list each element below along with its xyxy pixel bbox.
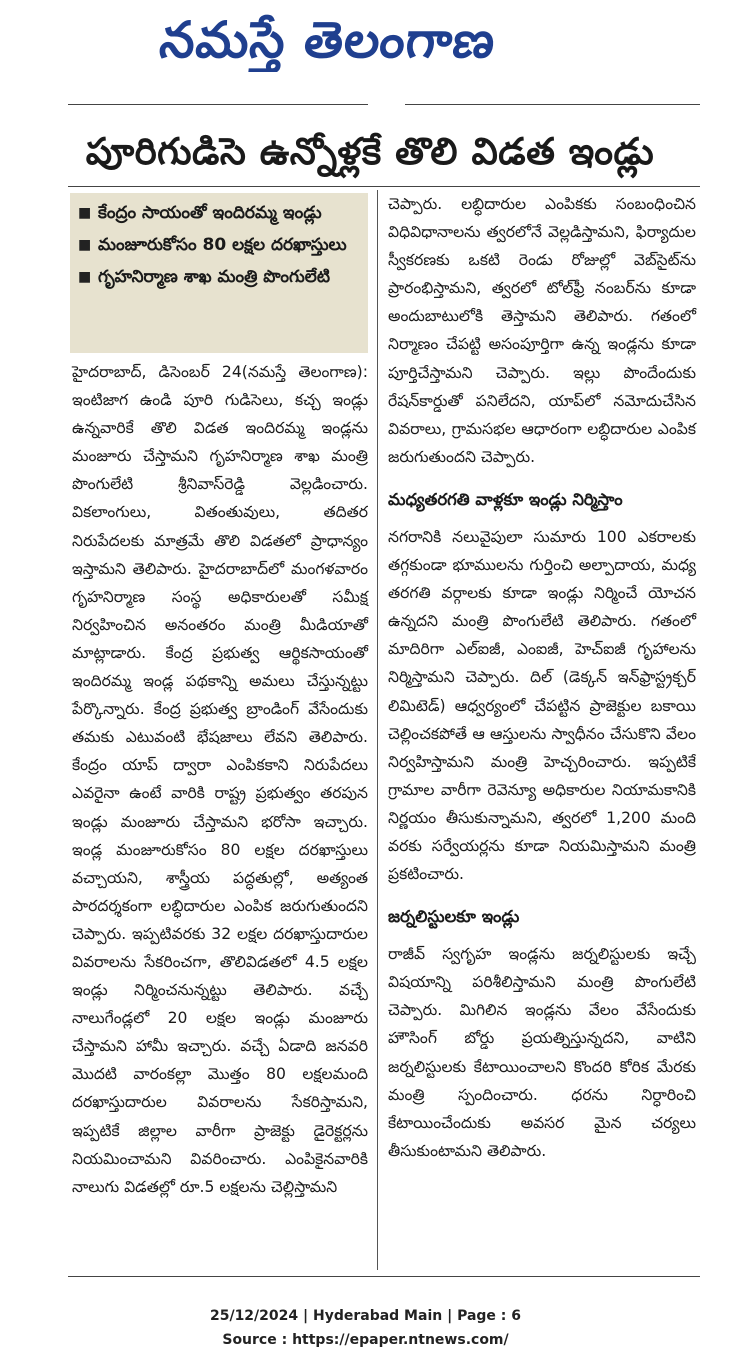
bullet-icon: ■ — [78, 237, 92, 253]
article-paragraph: నగరానికి నలువైపులా సుమారు 100 ఎకరాలకు తగ్గకుండా భూములను గుర్తించి అల్పాదాయ, మధ్య తరగతి వర్గాలకు కూడా ఇండ్లు నిర్మించే యోచన ఉన్నదని మంత్రి పొంగులేటి తెలిపారు. గతంలో మాదిరిగా ఎల్ఐజీ, ఎంఐజీ, హెచ్ఐజీ గృహాలను నిర్మిస్తామని చెప్పారు. దిల్ (డెక్కన్ ఇన్‌ఫ్రాస్ట్రక్చర్ లిమిటెడ్) ఆధ్వర్యంలో చేపట్టిన ప్రాజెక్టుల బకాయి చెల్లించకపోతే ఆ ఆస్తులను స్వాధీనం చేసుకొని వేలం నిర్వహిస్తామని మంత్రి హెచ్చరించారు. ఇప్పటికే గ్రామాల వారీగా రెవెన్యూ అధికారుల నియామకానికి నిర్ణయం తీసుకున్నామని, త్వరలో 1,200 మంది వరకు సర్వేయర్లను కూడా నియమిస్తామని మంత్రి ప్రకటించారు. — [388, 527, 696, 884]
subheading-middle-class: మధ్యతరగతి వాళ్లకూ ఇండ్లు నిర్మిస్తాం — [388, 489, 623, 509]
summary-box — [70, 193, 368, 353]
subheading-journalists: జర్నలిస్టులకూ ఇండ్లు — [388, 907, 520, 927]
article-right-column — [388, 190, 696, 1165]
footer-source-line: Source : https://epaper.ntnews.com/ — [222, 1332, 509, 1348]
article-paragraph: చెప్పారు. లబ్ధిదారుల ఎంపికకు సంబంధించిన విధివిధానాలను త్వరలోనే వెల్లడిస్తామని, ఫిర్యాదుల స్వీకరణకు ఒకటి రెండు రోజుల్లో వెబ్‌సైట్‌ను ప్రారంభిస్తామని, త్వరలో టోల్‌ఫ్రీ నంబర్‌ను కూడా అందుబాటులోకి తెస్తామని తెలిపారు. గతంలో నిర్మాణం చేపట్టి అసంపూర్తిగా ఉన్న ఇండ్లను కూడా పూర్తిచేస్తామని చెప్పారు. ఇల్లు పొందేందుకు రేషన్‌కార్డుతో పనిలేదని, యాప్‌లో నమోదుచేసిన వివరాలు, గ్రామసభల ఆధారంగా లబ్ధిదారుల ఎంపిక జరుగుతుందని చెప్పారు. — [388, 195, 696, 466]
footer-edition-line: 25/12/2024 | Hyderabad Main | Page : 6 — [209, 1308, 522, 1324]
article-paragraph: హైదరాబాద్, డిసెంబర్ 24(నమస్తే తెలంగాణ): ఇంటిజాగ ఉండి పూరి గుడిసెలు, కచ్చ ఇండ్లు ఉన్నవారికే తొలి విడత ఇందిరమ్మ ఇండ్లను మంజూరు చేస్తామని గృహనిర్మాణ శాఖ మంత్రి పొంగులేటి శ్రీనివాస్‌రెడ్డి వెల్లడించారు. వికలాంగులు, వితంతువులు, తదితర నిరుపేదలకు మాత్రమే తొలి విడతలో ప్రాధాన్యం ఇస్తామని తెలిపారు. హైదరాబాద్‌లో మంగళవారం గృహనిర్మాణ సంస్థ అధికారులతో సమీక్ష నిర్వహించిన అనంతరం మంత్రి మీడియాతో మాట్లాడారు. కేంద్ర ప్రభుత్వ ఆర్థికసాయంతో ఇందిరమ్మ ఇండ్ల పథకాన్ని అమలు చేస్తున్నట్టు పేర్కొన్నారు. కేంద్ర ప్రభుత్వ బ్రాండింగ్ వేసేందుకు తమకు ఎటువంటి భేషజాలు లేవని తెలిపారు. కేంద్రం యాప్ ద్వారా ఎంపికకాని నిరుపేదలు ఎవరైనా ఉంటే వారికి రాష్ట్ర ప్రభుత్వం తరపున ఇండ్లు మంజూరు చేస్తామని భరోసా ఇచ్చారు. ఇండ్ల మంజూరుకోసం 80 లక్షల దరఖాస్తులు వచ్చాయని, శాస్త్రీయ పద్ధతుల్లో, అత్యంత పారదర్శకంగా లబ్ధిదారుల ఎంపిక జరుగుతుందని చెప్పారు. ఇప్పటివరకు 32 లక్షల దరఖాస్తుదారుల వివరాలను సేకరించగా, తొలివిడతలో 4.5 లక్షల ఇండ్లు నిర్మించనున్నట్టు తెలిపారు. వచ్చే నాలుగేండ్లలో 20 లక్షల ఇండ్లు మంజూరు చేస్తామని హామీ ఇచ్చారు. వచ్చే ఏడాది జనవరి మొదటి వారంకల్లా మొత్తం 80 లక్షలమంది దరఖాస్తుదారుల వివరాలను సేకరిస్తామని, ఇప్పటికే జిల్లాల వారీగా ప్రాజెక్టు డైరెక్టర్లను నియమించామని వివరించారు. ఎంపికైనవారికి నాలుగు విడతల్లో రూ.5 లక్షలను చెల్లిస్తామని — [72, 363, 368, 1196]
article-paragraph: రాజీవ్ స్వగృహ ఇండ్లను జర్నలిస్టులకు ఇచ్చే విషయాన్ని పరిశీలిస్తామని మంత్రి పొంగులేటి చెప్పారు. మిగిలిన ఇండ్లను వేలం వేసేందుకు హౌసింగ్ బోర్డు ప్రయత్నిస్తున్నదని, వాటిని జర్నలిస్టులకు కేటాయించాలని కొందరి కోరిక మేరకు మంత్రి స్పందించారు. ధరను నిర్ధారించి కేటాయించేందుకు అవసర మైన చర్యలు తీసుకుంటామని తెలిపారు. — [388, 945, 696, 1160]
article-left-column — [72, 358, 368, 1201]
bullet-icon: ■ — [78, 205, 92, 221]
column-divider — [377, 190, 378, 1270]
summary-item-text: గృహనిర్మాణ శాఖ మంత్రి పొంగులేటి — [98, 267, 330, 287]
newspaper-masthead: నమస్తే తెలంగాణ — [156, 10, 499, 69]
article-headline: పూరిగుడిసె ఉన్నోళ్లకే తొలి విడత ఇండ్లు — [85, 130, 655, 173]
summary-item — [78, 197, 360, 229]
headline-bottom-rule — [68, 186, 700, 187]
bullet-icon: ■ — [78, 269, 92, 285]
top-rule-right — [405, 104, 700, 105]
summary-item — [78, 229, 360, 261]
summary-item-text: కేంద్రం సాయంతో ఇందిరమ్మ ఇండ్లు — [98, 203, 322, 223]
top-rule-left — [68, 104, 368, 105]
summary-item-text: మంజూరుకోసం 80 లక్షల దరఖాస్తులు — [98, 235, 347, 255]
summary-item — [78, 261, 360, 293]
bottom-rule — [68, 1276, 700, 1277]
